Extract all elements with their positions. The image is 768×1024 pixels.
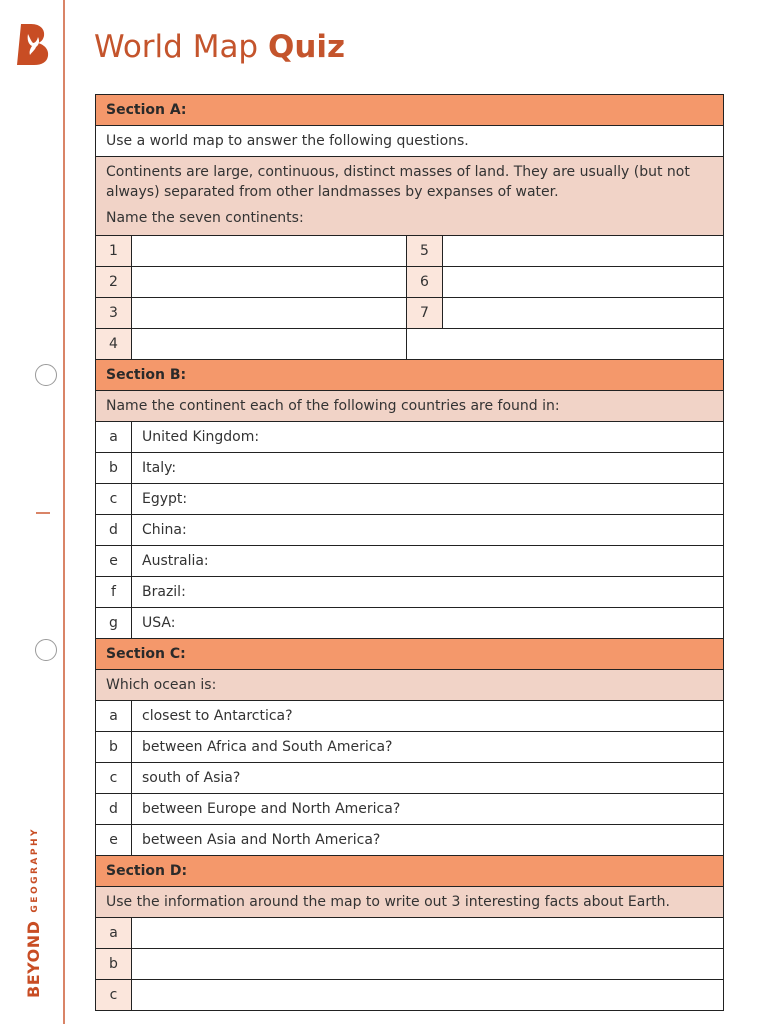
fact-answer-cell[interactable]: [132, 949, 724, 980]
item-letter: c: [96, 484, 132, 515]
item-letter: e: [96, 546, 132, 577]
section-title: Section C:: [96, 639, 724, 670]
ocean-row: [96, 732, 724, 763]
continent-number: 1: [96, 236, 132, 267]
country-row: [96, 608, 724, 639]
section-title: Section A:: [96, 95, 724, 126]
brand-wordmark: [24, 827, 43, 998]
country-row: [96, 546, 724, 577]
continent-row: [96, 298, 724, 329]
continent-number: 7: [407, 298, 443, 329]
country-answer-cell[interactable]: Egypt:: [132, 484, 724, 515]
country-answer-cell[interactable]: China:: [132, 515, 724, 546]
continent-number: 6: [407, 267, 443, 298]
continents-definition: Continents are large, continuous, distinct masses of land. They are usually (but not always) separated from other landmasses by expanses of water.: [106, 164, 690, 200]
country-row: [96, 577, 724, 608]
section-d-prompt-row: [96, 887, 724, 918]
country-answer-cell[interactable]: Brazil:: [132, 577, 724, 608]
margin-line: [63, 0, 65, 1024]
section-a-instruction-row: [96, 126, 724, 157]
item-letter: d: [96, 794, 132, 825]
section-d-header: [96, 856, 724, 887]
ocean-row: [96, 794, 724, 825]
ocean-answer-cell[interactable]: between Europe and North America?: [132, 794, 724, 825]
country-row: [96, 484, 724, 515]
ocean-answer-cell[interactable]: south of Asia?: [132, 763, 724, 794]
section-b-header: [96, 360, 724, 391]
item-letter: b: [96, 453, 132, 484]
quiz-table: [95, 94, 724, 1011]
binder-hole-top: [35, 364, 57, 386]
empty-cell: [407, 329, 724, 360]
continent-answer-cell[interactable]: [132, 298, 407, 329]
country-row: [96, 453, 724, 484]
section-prompt: Use the information around the map to write out 3 interesting facts about Earth.: [96, 887, 724, 918]
fact-answer-cell[interactable]: [132, 918, 724, 949]
continent-row: [96, 236, 724, 267]
section-b-prompt-row: [96, 391, 724, 422]
section-prompt: Name the continent each of the following countries are found in:: [96, 391, 724, 422]
continent-answer-cell[interactable]: [443, 236, 724, 267]
item-letter: d: [96, 515, 132, 546]
continent-answer-cell[interactable]: [132, 329, 407, 360]
country-row: [96, 422, 724, 453]
section-instruction: Use a world map to answer the following questions.: [96, 126, 724, 157]
item-letter: b: [96, 949, 132, 980]
brand-word: BEYOND: [24, 920, 43, 998]
item-letter: g: [96, 608, 132, 639]
continent-row: [96, 329, 724, 360]
section-a-header: [96, 95, 724, 126]
section-prompt: Which ocean is:: [96, 670, 724, 701]
ocean-row: [96, 763, 724, 794]
item-letter: a: [96, 701, 132, 732]
brand-sub: GEOGRAPHY: [30, 826, 40, 913]
fact-answer-cell[interactable]: [132, 980, 724, 1011]
continent-answer-cell[interactable]: [132, 267, 407, 298]
item-letter: a: [96, 422, 132, 453]
item-letter: c: [96, 980, 132, 1011]
continent-row: [96, 267, 724, 298]
continents-prompt: Name the seven continents:: [106, 210, 304, 226]
ocean-answer-cell[interactable]: between Asia and North America?: [132, 825, 724, 856]
country-answer-cell[interactable]: USA:: [132, 608, 724, 639]
item-letter: b: [96, 732, 132, 763]
ocean-row: [96, 825, 724, 856]
ocean-answer-cell[interactable]: between Africa and South America?: [132, 732, 724, 763]
country-answer-cell[interactable]: Australia:: [132, 546, 724, 577]
fact-row: [96, 980, 724, 1011]
binder-hole-bottom: [35, 639, 57, 661]
page-title: [94, 29, 345, 65]
continent-number: 5: [407, 236, 443, 267]
country-answer-cell[interactable]: Italy:: [132, 453, 724, 484]
ocean-answer-cell[interactable]: closest to Antarctica?: [132, 701, 724, 732]
fact-row: [96, 949, 724, 980]
section-title: Section D:: [96, 856, 724, 887]
continent-answer-cell[interactable]: [132, 236, 407, 267]
continent-number: 2: [96, 267, 132, 298]
continent-answer-cell[interactable]: [443, 298, 724, 329]
country-answer-cell[interactable]: United Kingdom:: [132, 422, 724, 453]
item-letter: a: [96, 918, 132, 949]
fold-mark: [36, 512, 50, 514]
section-a-intro-row: [96, 157, 724, 236]
title-bold: Quiz: [267, 29, 346, 65]
title-regular: World Map: [94, 29, 259, 65]
fact-row: [96, 918, 724, 949]
section-c-header: [96, 639, 724, 670]
continent-number: 4: [96, 329, 132, 360]
beyond-logo-icon: [14, 22, 52, 66]
section-title: Section B:: [96, 360, 724, 391]
item-letter: e: [96, 825, 132, 856]
section-intro-cell: [96, 157, 724, 236]
ocean-row: [96, 701, 724, 732]
continent-number: 3: [96, 298, 132, 329]
section-c-prompt-row: [96, 670, 724, 701]
item-letter: f: [96, 577, 132, 608]
continent-answer-cell[interactable]: [443, 267, 724, 298]
country-row: [96, 515, 724, 546]
item-letter: c: [96, 763, 132, 794]
